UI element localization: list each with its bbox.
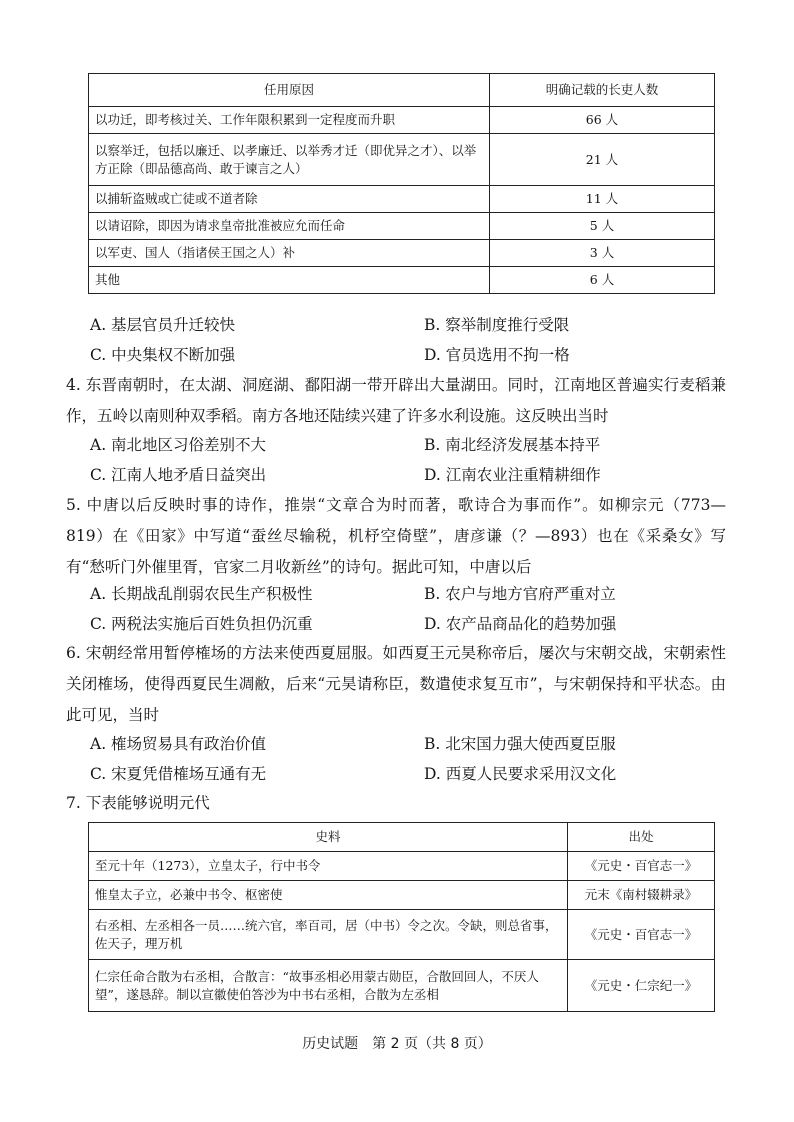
q3-option-b: B. 察举制度推行受限 [424, 316, 570, 334]
reason-cell: 以功迁，即考核过关、工作年限积累到一定程度而升职 [89, 107, 490, 134]
count-cell: 66 人 [490, 107, 715, 134]
table-row [89, 107, 715, 134]
reason-cell: 以请诏除，即因为请求皇帝批准被应允而任命 [89, 213, 490, 240]
q3-option-c: C. 中央集权不断加强 [90, 346, 236, 364]
table-row [89, 134, 715, 186]
table-header-row [89, 74, 715, 107]
reason-cell: 其他 [89, 267, 490, 294]
q6-option-b: B. 北宋国力强大使西夏臣服 [424, 735, 616, 753]
source-cell: 仁宗任命合散为右丞相，合散言：“故事丞相必用蒙古勋臣，合散回回人，不厌人望”，遂恳辞。制以宣徽使伯答沙为中书右丞相，合散为左丞相 [89, 960, 568, 1012]
q4-option-b: B. 南北经济发展基本持平 [424, 436, 601, 454]
ref-cell: 元末《南村辍耕录》 [568, 881, 715, 910]
source-cell: 右丞相、左丞相各一员……统六官，率百司，居（中书）令之次。令缺，则总省事，佐天子，理万机 [89, 910, 568, 960]
reason-cell: 以军吏、国人（指诸侯王国之人）补 [89, 240, 490, 267]
source-cell: 惟皇太子立，必兼中书令、枢密使 [89, 881, 568, 910]
table-row [89, 910, 715, 960]
header-source: 史料 [89, 823, 568, 852]
count-cell: 3 人 [490, 240, 715, 267]
table-row [89, 267, 715, 294]
yuan-sources-table [88, 822, 715, 1012]
q4-option-d: D. 江南农业注重精耕细作 [424, 466, 601, 484]
q3-option-d: D. 官员选用不拘一格 [424, 346, 570, 364]
page-footer: 历史试题 第 2 页（共 8 页） [302, 1036, 492, 1052]
q5-option-a: A. 长期战乱削弱农民生产积极性 [90, 585, 313, 603]
table-row [89, 960, 715, 1012]
question-5-stem: 5. 中唐以后反映时事的诗作，推崇“文章合为时而著，歌诗合为事而作”。如柳宗元（773—819）在《田家》中写道“蚕丝尽输税，机杼空倚壁”，唐彦谦（？—893）也在《采桑女》写有“愁听门外催里胥，官家二月收新丝”的诗句。据此可知，中唐以后 [66, 496, 726, 576]
count-cell: 6 人 [490, 267, 715, 294]
ref-cell: 《元史・百官志一》 [568, 910, 715, 960]
q3-option-a: A. 基层官员升迁较快 [90, 316, 236, 334]
table-row [89, 186, 715, 213]
q5-option-d: D. 农产品商品化的趋势加强 [424, 615, 617, 633]
table-row [89, 213, 715, 240]
reason-cell: 以察举迁，包括以廉迁、以孝廉迁、以举秀才迁（即优异之才）、以举方正除（即品德高尚、敢于谏言之人） [89, 134, 490, 186]
question-7-stem: 7. 下表能够说明元代 [66, 794, 210, 812]
table-row [89, 852, 715, 881]
table-header-row [89, 823, 715, 852]
q4-option-c: C. 江南人地矛盾日益突出 [90, 466, 267, 484]
q6-option-a: A. 榷场贸易具有政治价值 [90, 735, 267, 753]
question-4-stem: 4. 东晋南朝时，在太湖、洞庭湖、鄱阳湖一带开辟出大量湖田。同时，江南地区普遍实行麦稻兼作，五岭以南则种双季稻。南方各地还陆续兴建了许多水利设施。这反映出当时 [66, 376, 726, 425]
q5-option-c: C. 两税法实施后百姓负担仍沉重 [90, 615, 313, 633]
q6-option-c: C. 宋夏凭借榷场互通有无 [90, 765, 267, 783]
question-6-stem: 6. 宋朝经常用暂停榷场的方法来使西夏屈服。如西夏王元昊称帝后，屡次与宋朝交战，宋朝索性关闭榷场，使得西夏民生凋敝，后来“元昊请称臣，数遣使求复互市”，与宋朝保持和平状态。由此可见，当时 [66, 644, 726, 724]
header-reason: 任用原因 [89, 74, 490, 107]
ref-cell: 《元史・百官志一》 [568, 852, 715, 881]
q4-option-a: A. 南北地区习俗差别不大 [90, 436, 267, 454]
appointment-reasons-table [88, 73, 715, 294]
table-row [89, 240, 715, 267]
count-cell: 5 人 [490, 213, 715, 240]
count-cell: 11 人 [490, 186, 715, 213]
source-cell: 至元十年（1273），立皇太子，行中书令 [89, 852, 568, 881]
table-row [89, 881, 715, 910]
ref-cell: 《元史・仁宗纪一》 [568, 960, 715, 1012]
q5-option-b: B. 农户与地方官府严重对立 [424, 585, 616, 603]
count-cell: 21 人 [490, 134, 715, 186]
q6-option-d: D. 西夏人民要求采用汉文化 [424, 765, 617, 783]
reason-cell: 以捕斩盗贼或亡徒或不道者除 [89, 186, 490, 213]
header-count: 明确记载的长吏人数 [490, 74, 715, 107]
header-ref: 出处 [568, 823, 715, 852]
